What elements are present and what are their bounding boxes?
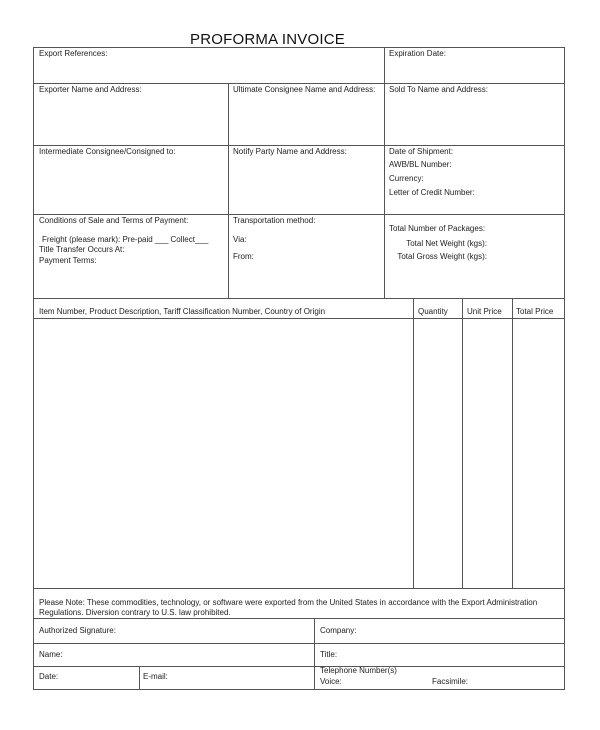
item-description-header: Item Number, Product Description, Tariff Classification Number, Country of Origin [39, 307, 326, 316]
company-label: Company: [320, 626, 357, 635]
divider [462, 298, 463, 588]
divider [314, 618, 315, 689]
intermediate-consignee-label: Intermediate Consignee/Consigned to: [39, 147, 176, 156]
divider [228, 83, 229, 298]
divider [34, 666, 564, 667]
page-title: PROFORMA INVOICE [190, 31, 345, 48]
from-label: From: [233, 252, 254, 261]
total-packages-label: Total Number of Packages: [389, 224, 486, 233]
telephone-label: Telephone Number(s) [320, 666, 397, 675]
divider [34, 145, 564, 146]
quantity-header: Quantity [418, 307, 448, 316]
total-price-header: Total Price [516, 307, 554, 316]
freight-label: Freight (please mark): Pre-paid ___ Collect___ [42, 235, 209, 244]
date-of-shipment-label: Date of Shipment: [389, 147, 454, 156]
title-transfer-label: Title Transfer Occurs At: [39, 245, 125, 254]
title-label: Title: [320, 650, 338, 659]
email-label: E-mail: [143, 672, 168, 681]
divider [34, 618, 564, 619]
divider [34, 298, 564, 299]
total-gross-weight-label: Total Gross Weight (kgs): [397, 252, 487, 261]
letter-of-credit-label: Letter of Credit Number: [389, 188, 475, 197]
facsimile-label: Facsimile: [432, 677, 469, 686]
conditions-label: Conditions of Sale and Terms of Payment: [39, 216, 189, 225]
invoice-form [33, 47, 565, 690]
expiration-date-label: Expiration Date: [389, 49, 446, 58]
transportation-label: Transportation method: [233, 216, 316, 225]
divider [34, 214, 564, 215]
awb-label: AWB/BL Number: [389, 160, 452, 169]
notify-party-label: Notify Party Name and Address: [233, 147, 347, 156]
payment-terms-label: Payment Terms: [39, 256, 97, 265]
export-note: Please Note: These commodities, technology, or software were exported from the United States in accordance with the Export Administration Regulations. Diversion contrary to U.S. law prohibited. [39, 598, 538, 617]
currency-label: Currency: [389, 174, 424, 183]
sold-to-label: Sold To Name and Address: [389, 85, 489, 94]
divider [413, 298, 414, 588]
via-label: Via: [233, 235, 247, 244]
divider [384, 48, 385, 298]
unit-price-header: Unit Price [467, 307, 502, 316]
exporter-label: Exporter Name and Address: [39, 85, 142, 94]
date-label: Date: [39, 672, 59, 681]
export-references-label: Export References: [39, 49, 108, 58]
voice-label: Voice: [320, 677, 342, 686]
divider [34, 643, 564, 644]
divider [512, 298, 513, 588]
total-net-weight-label: Total Net Weight (kgs): [406, 239, 487, 248]
divider [34, 588, 564, 589]
divider [34, 83, 564, 84]
divider [34, 318, 564, 319]
divider [139, 666, 140, 689]
authorized-signature-label: Authorized Signature: [39, 626, 116, 635]
ultimate-consignee-label: Ultimate Consignee Name and Address: [233, 85, 376, 94]
name-label: Name: [39, 650, 63, 659]
